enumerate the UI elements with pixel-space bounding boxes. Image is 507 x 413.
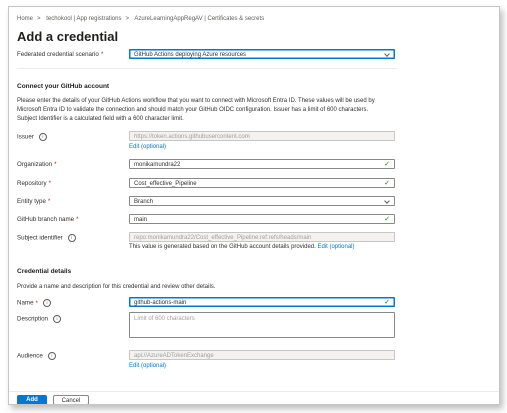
organization-label: Organization *: [17, 161, 57, 168]
github-section-description: Please enter the details of your GitHub Actions workflow that you want to connect with Microsoft Entra ID. These values will be used by Microsoft Entra ID to validate the connection and should match your GitHub OIDC configuration. Issuer has a limit of 600 characters. Subject Identifier is a calculated field with a 600 character limit.: [17, 98, 375, 122]
audience-label: Audience i: [17, 352, 56, 360]
subject-field: repo:monikamundra22/Cost_effective_Pipeline:ref:refs/heads/main: [129, 232, 395, 242]
scenario-label: Federated credential scenario *: [17, 51, 104, 58]
credential-section-heading: Credential details: [17, 268, 72, 275]
info-icon[interactable]: i: [39, 133, 47, 141]
breadcrumb-home[interactable]: Home: [17, 16, 34, 22]
breadcrumb-app-registrations[interactable]: techokool | App registrations: [46, 16, 122, 22]
name-label: Name * i: [17, 299, 51, 307]
description-label: Description i: [17, 315, 61, 323]
audience-field: api://AzureADTokenExchange: [129, 350, 395, 360]
cancel-button[interactable]: Cancel: [53, 395, 89, 405]
branch-label: GitHub branch name *: [17, 216, 79, 223]
subject-note: This value is generated based on the GitHub account details provided. Edit (optional): [129, 244, 355, 250]
info-icon[interactable]: i: [48, 352, 56, 360]
subject-label: Subject identifier i: [17, 234, 76, 242]
entity-type-label: Entity type *: [17, 198, 51, 205]
issuer-field: https://token.actions.githubusercontent.com: [129, 131, 395, 141]
add-button[interactable]: Add: [17, 395, 47, 405]
info-icon[interactable]: i: [43, 299, 51, 307]
name-input[interactable]: github-actions-main ✓: [129, 297, 395, 307]
entity-type-dropdown[interactable]: Branch: [129, 196, 395, 206]
organization-input[interactable]: monikamundra22 ✓: [129, 159, 395, 169]
issuer-edit-link[interactable]: Edit (optional): [129, 144, 167, 150]
credential-section-description: Provide a name and description for this credential and review other details.: [17, 284, 216, 290]
issuer-label: Issuer i: [17, 133, 47, 141]
info-icon[interactable]: i: [68, 234, 76, 242]
repository-input[interactable]: Cost_effective_Pipeline ✓: [129, 178, 395, 188]
subject-edit-link[interactable]: Edit (optional): [317, 244, 355, 250]
divider: [17, 68, 397, 69]
page-title: Add a credential: [17, 29, 119, 44]
branch-input[interactable]: main ✓: [129, 214, 395, 224]
github-section-heading: Connect your GitHub account: [17, 83, 110, 90]
repository-label: Repository *: [17, 180, 51, 187]
info-icon[interactable]: i: [53, 315, 61, 323]
audience-edit-link[interactable]: Edit (optional): [129, 363, 167, 369]
breadcrumb: Home > techokool | App registrations > AzureLearningAppRegAV | Certificates & secrets: [17, 16, 265, 22]
scenario-dropdown[interactable]: GitHub Actions deploying Azure resources: [129, 49, 395, 59]
breadcrumb-certificates-secrets[interactable]: AzureLearningAppRegAV | Certificates & secrets: [134, 16, 265, 22]
add-credential-panel: [8, 6, 500, 405]
footer-bar: [9, 391, 499, 405]
description-textarea[interactable]: Limit of 600 characters: [129, 312, 395, 338]
